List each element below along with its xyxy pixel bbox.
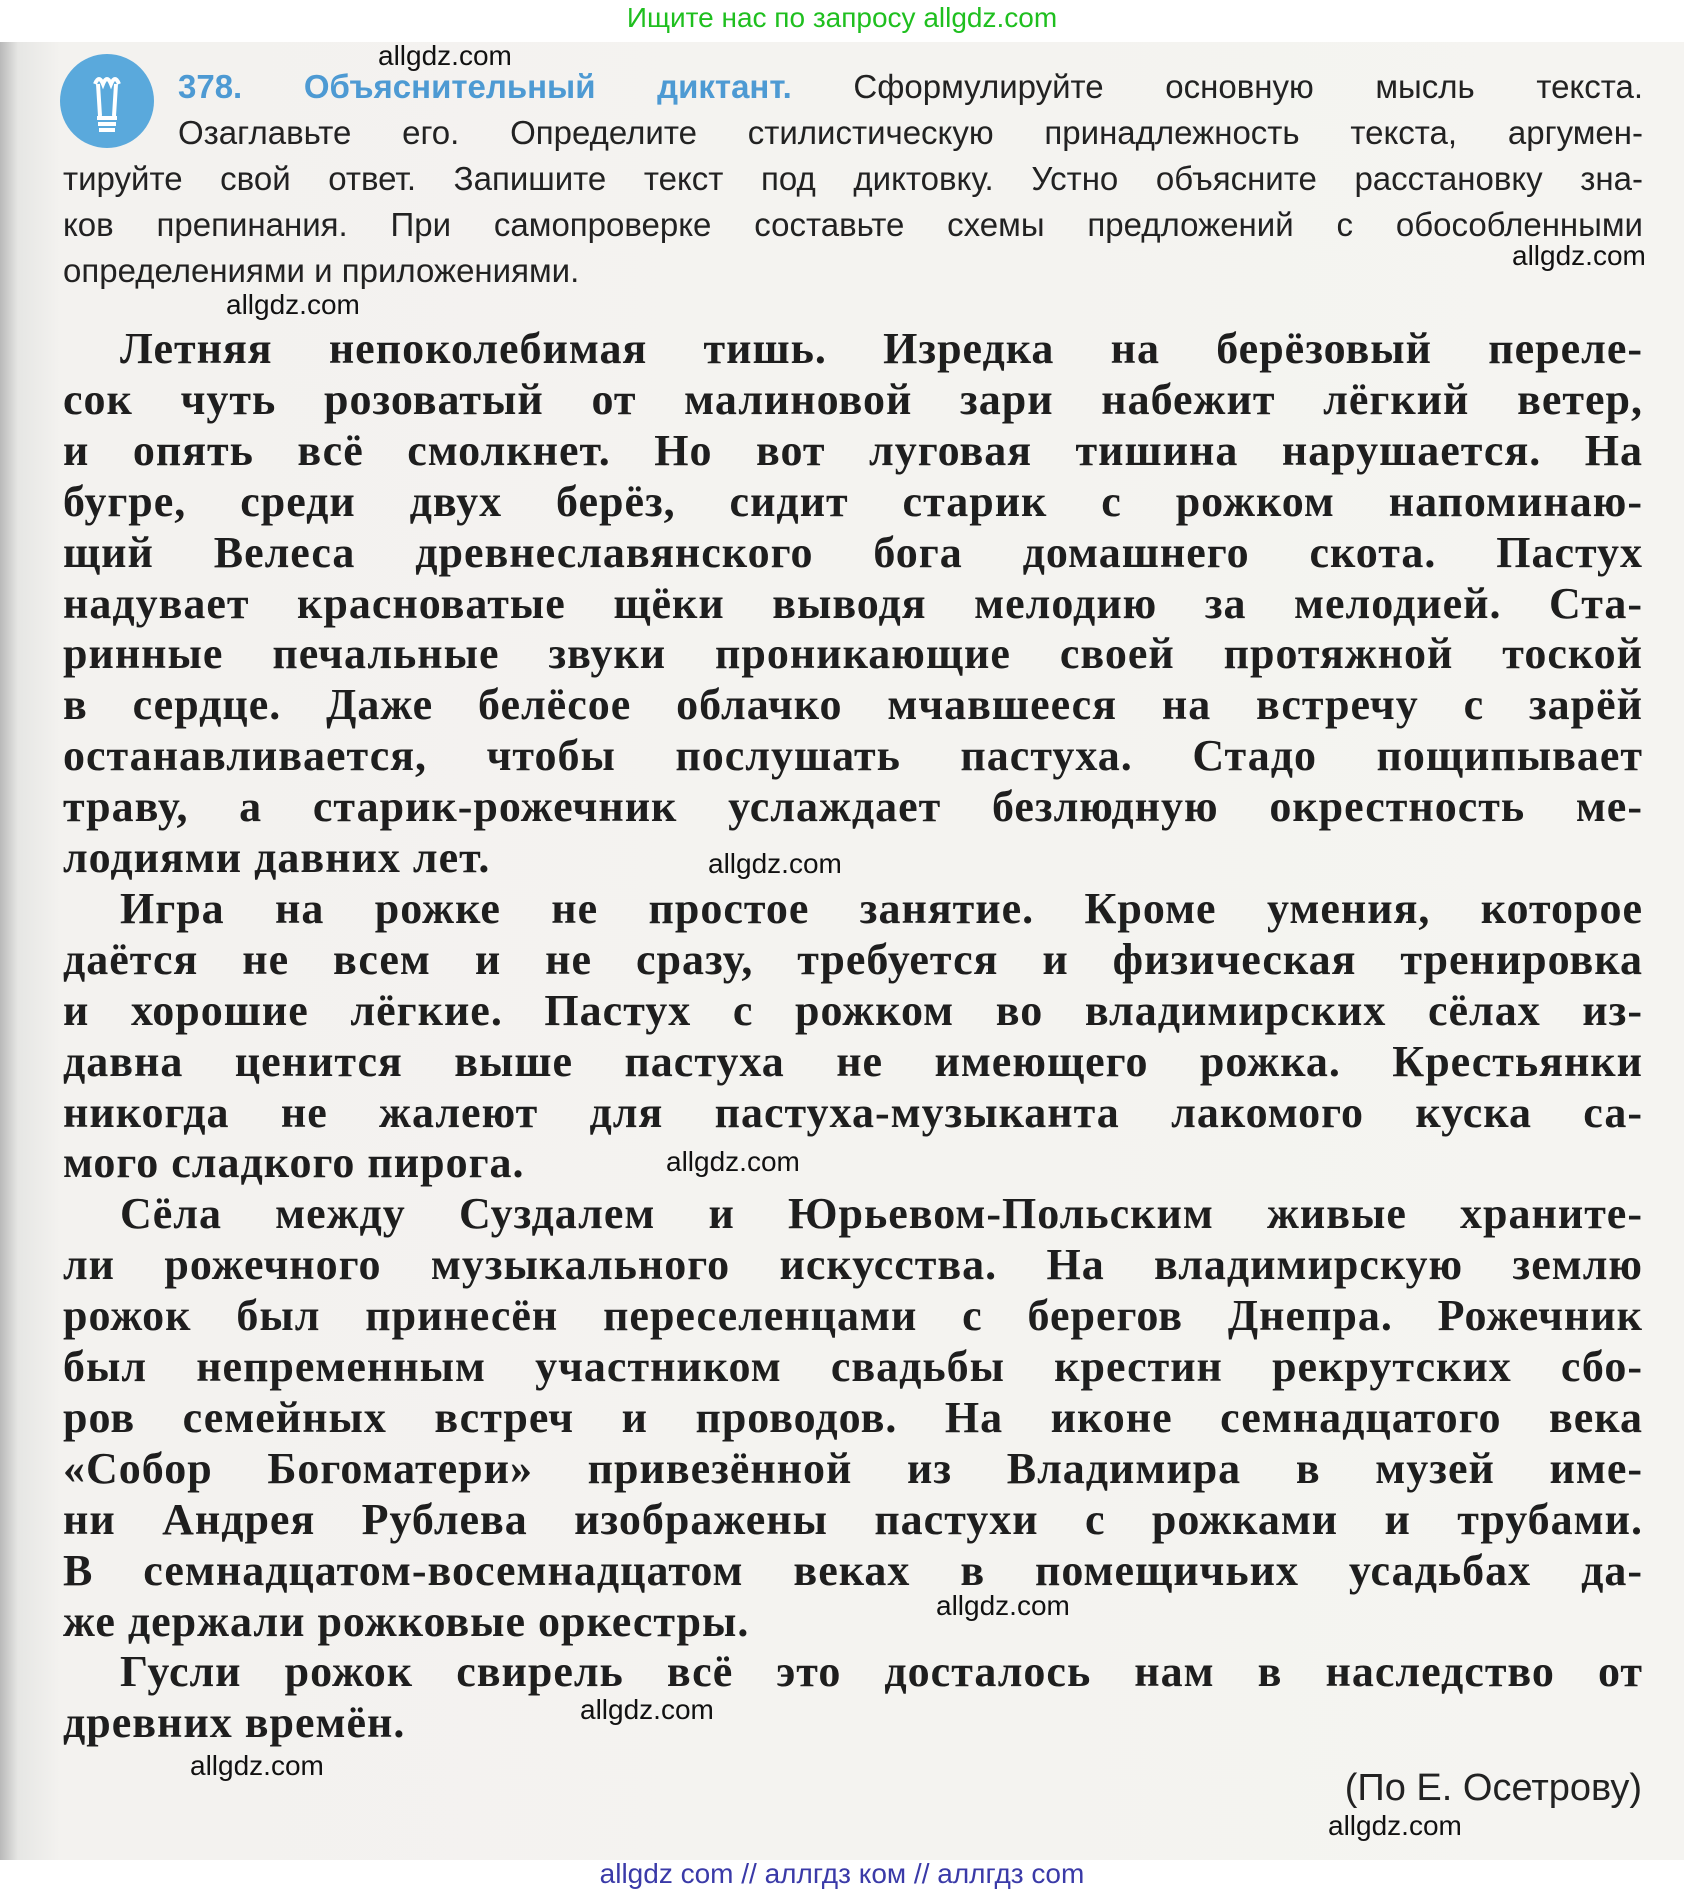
text-line: «Собор Богоматери» привезённой из Владимира в музей име-	[63, 1443, 1643, 1493]
text-line: ни Андрея Рублева изображены пастухи с рожками и трубами.	[63, 1494, 1643, 1544]
watermark: allgdz.com	[1328, 1810, 1462, 1841]
text-line: ли рожечного музыкального искусства. На владимирскую землю	[63, 1240, 1643, 1290]
text-line: древних времён.	[63, 1698, 406, 1748]
text-line: В семнадцатом-восемнадцатом веках в помещичьих усадьбах да-	[63, 1545, 1643, 1595]
text-line: никогда не жалеют для пастуха-музыканта лакомого куска са-	[63, 1087, 1643, 1137]
text-line: останавливается, чтобы послушать пастуха. Стадо пощипывает	[63, 731, 1643, 781]
footer-links: allgdz com // аллгдз ком // аллгдз com	[599, 1858, 1085, 1889]
watermark: allgdz.com	[190, 1750, 324, 1781]
text-line: давна ценится выше пастуха не имеющего рожка. Крестьянки	[63, 1036, 1643, 1086]
text-line: же держали рожковые оркестры.	[63, 1596, 750, 1646]
text-line: рожок был принесён переселенцами с берегов Днепра. Рожечник	[63, 1291, 1643, 1341]
text-line: и опять всё смолкнет. Но вот луговая тишина нарушается. На	[63, 425, 1643, 475]
text-line: сок чуть розоватый от малиновой зари набежит лёгкий ветер,	[63, 374, 1643, 424]
task-number-title: 378. Объяснительный диктант.	[178, 68, 792, 105]
text-line: надувает красноватые щёки выводя мелодию за мелодией. Ста-	[63, 578, 1643, 628]
task-line: тируйте свой ответ. Запишите текст под диктовку. Устно объясните расстановку зна-	[63, 160, 1643, 197]
task-line: ков препинания. При самопроверке составьте схемы предложений с обособленными	[63, 206, 1643, 243]
text-line: был непременным участником свадьбы крестин рекрутских сбо-	[63, 1342, 1643, 1391]
text-line: мого сладкого пирога.	[63, 1138, 525, 1188]
task-line: Озаглавьте его. Определите стилистическую принадлежность текста, аргумен-	[178, 114, 1643, 151]
text-line: даётся не всем и не сразу, требуется и физическая тренировка	[63, 934, 1643, 984]
text-line: бугре, среди двух берёз, сидит старик с рожком напоминаю-	[63, 476, 1643, 526]
watermark: allgdz.com	[666, 1146, 800, 1177]
text-line: Гусли рожок свирель всё это досталось нам в наследство от	[120, 1647, 1643, 1697]
text-line: Летняя непоколебимая тишь. Изредка на берёзовый переле-	[120, 324, 1643, 373]
task-line: определениями и приложениями.	[63, 252, 580, 289]
text-line: ров семейных встреч и проводов. На иконе семнадцатого века	[63, 1392, 1643, 1442]
text-line: щий Велеса древнеславянского бога домашнего скота. Пастух	[63, 527, 1643, 577]
task-line: 378. Объяснительный диктант. Сформулируйте основную мысль текста.	[178, 68, 1644, 105]
search-banner: Ищите нас по запросу allgdz.com	[626, 2, 1058, 33]
watermark: allgdz.com	[1512, 240, 1646, 271]
watermark: allgdz.com	[708, 848, 842, 879]
text-line: Сёла между Суздалем и Юрьевом-Польским живые храните-	[120, 1189, 1643, 1239]
watermark: allgdz.com	[226, 289, 360, 320]
text-line: лодиями давних лет.	[63, 833, 491, 882]
text-line: ринные печальные звуки проникающие своей протяжной тоской	[63, 629, 1643, 679]
watermark: allgdz.com	[580, 1694, 714, 1725]
text-line: в сердце. Даже белёсое облачко мчавшееся на встречу с зарёй	[63, 680, 1643, 730]
text-line: и хорошие лёгкие. Пастух с рожком во владимирских сёлах из-	[63, 985, 1643, 1035]
text-line: траву, а старик-рожечник услаждает безлюдную окрестность ме-	[63, 782, 1643, 832]
watermark: allgdz.com	[936, 1590, 1070, 1621]
watermark: allgdz.com	[378, 40, 512, 71]
author-attribution: (По Е. Осетрову)	[1344, 1767, 1642, 1809]
text-line: Игра на рожке не простое занятие. Кроме умения, которое	[120, 883, 1643, 933]
lightbulb-icon	[60, 54, 154, 148]
